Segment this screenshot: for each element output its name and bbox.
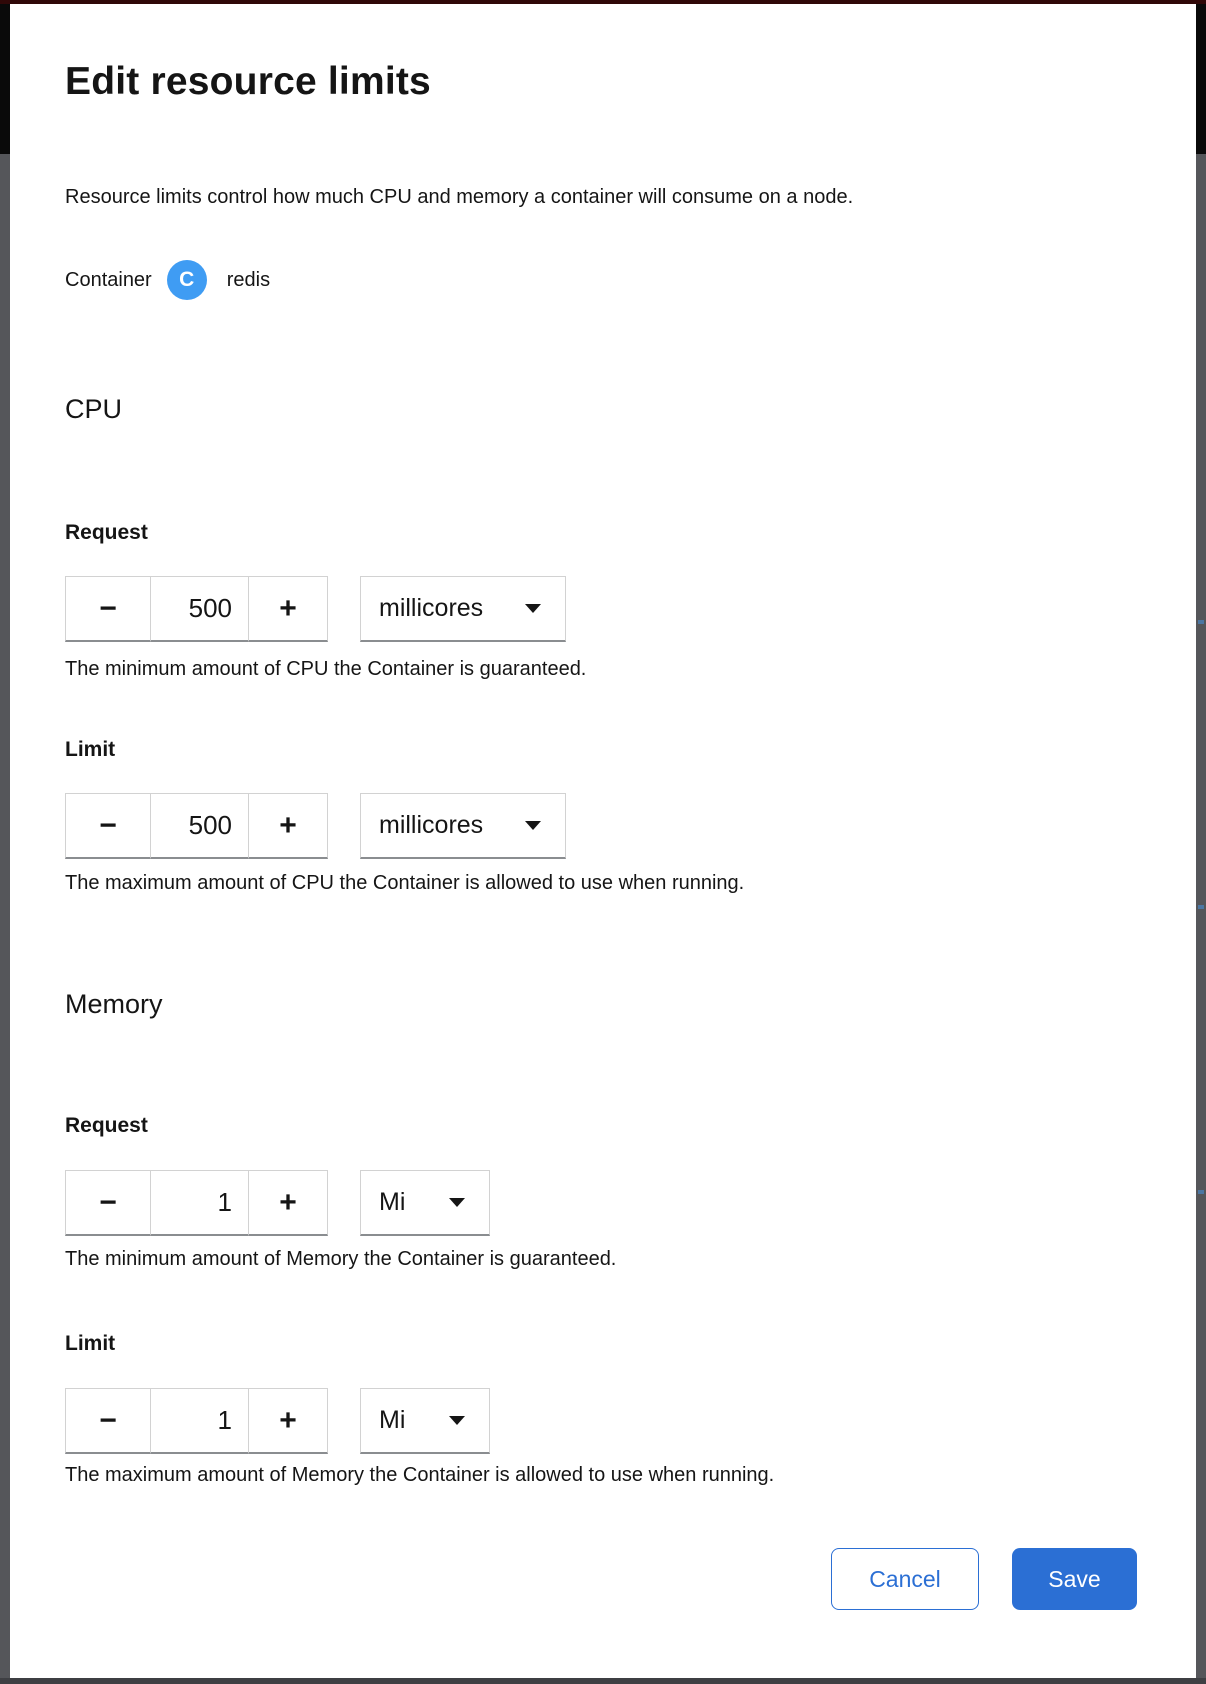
cpu-request-controls xyxy=(65,576,566,642)
cpu-limit-value-input[interactable] xyxy=(150,793,248,859)
masthead-shadow xyxy=(0,4,10,154)
modal-description: Resource limits control how much CPU and memory a container will consume on a node. xyxy=(65,186,854,208)
minus-icon: − xyxy=(99,1185,117,1219)
memory-limit-label: Limit xyxy=(65,1332,116,1355)
memory-request-number-input xyxy=(65,1170,328,1236)
cpu-limit-number-input xyxy=(65,793,328,859)
cancel-button[interactable]: Cancel xyxy=(831,1548,979,1610)
unit-label: Mi xyxy=(379,1406,406,1434)
background-code-fragment xyxy=(1198,905,1204,909)
cpu-limit-controls xyxy=(65,793,566,859)
unit-label: Mi xyxy=(379,1188,406,1216)
modal-title: Edit resource limits xyxy=(65,60,431,103)
memory-limit-minus-button[interactable] xyxy=(65,1388,150,1454)
unit-label: millicores xyxy=(379,811,484,839)
memory-request-help-text: The minimum amount of Memory the Container is guaranteed. xyxy=(65,1248,617,1270)
cpu-request-minus-button[interactable] xyxy=(65,576,150,642)
cpu-request-help-text: The minimum amount of CPU the Container is guaranteed. xyxy=(65,658,587,680)
cpu-section-heading: CPU xyxy=(65,394,123,424)
cpu-limit-minus-button[interactable] xyxy=(65,793,150,859)
unit-label: millicores xyxy=(379,594,484,622)
memory-request-value-input[interactable] xyxy=(150,1170,248,1236)
backdrop-left-edge xyxy=(0,0,10,1684)
backdrop-right-edge xyxy=(1196,0,1206,1684)
save-button[interactable]: Save xyxy=(1012,1548,1137,1610)
edit-resource-limits-modal xyxy=(10,4,1196,1678)
memory-limit-unit-select[interactable] xyxy=(360,1388,490,1454)
cpu-limit-label: Limit xyxy=(65,738,116,761)
memory-limit-value-input[interactable] xyxy=(150,1388,248,1454)
masthead-edge xyxy=(0,0,1206,4)
caret-down-icon xyxy=(449,1416,465,1425)
cpu-request-value-input[interactable] xyxy=(150,576,248,642)
plus-icon: + xyxy=(279,1185,297,1219)
cpu-limit-help-text: The maximum amount of CPU the Container is allowed to use when running. xyxy=(65,872,745,894)
cpu-limit-plus-button[interactable] xyxy=(248,793,328,859)
container-label: Container xyxy=(65,268,152,291)
background-code-fragment xyxy=(1198,1190,1204,1194)
modal-footer xyxy=(831,1548,1137,1610)
memory-request-minus-button[interactable] xyxy=(65,1170,150,1236)
caret-down-icon xyxy=(525,604,541,613)
memory-limit-controls xyxy=(65,1388,490,1454)
memory-limit-help-text: The maximum amount of Memory the Container is allowed to use when running. xyxy=(65,1464,775,1486)
background-code-fragment xyxy=(1198,620,1204,624)
cpu-request-label: Request xyxy=(65,521,148,544)
memory-limit-plus-button[interactable] xyxy=(248,1388,328,1454)
plus-icon: + xyxy=(279,591,297,625)
cpu-request-unit-select[interactable] xyxy=(360,576,566,642)
minus-icon: − xyxy=(99,591,117,625)
memory-section-heading: Memory xyxy=(65,989,163,1019)
container-name: redis xyxy=(226,268,271,291)
container-row xyxy=(65,260,270,300)
memory-request-plus-button[interactable] xyxy=(248,1170,328,1236)
minus-icon: − xyxy=(99,808,117,842)
plus-icon: + xyxy=(279,1403,297,1437)
caret-down-icon xyxy=(525,821,541,830)
minus-icon: − xyxy=(99,1403,117,1437)
memory-request-unit-select[interactable] xyxy=(360,1170,490,1236)
memory-request-controls xyxy=(65,1170,490,1236)
caret-down-icon xyxy=(449,1198,465,1207)
memory-request-label: Request xyxy=(65,1114,148,1137)
masthead-shadow xyxy=(1196,4,1206,154)
cpu-limit-unit-select[interactable] xyxy=(360,793,566,859)
memory-limit-number-input xyxy=(65,1388,328,1454)
plus-icon: + xyxy=(279,808,297,842)
cpu-request-number-input xyxy=(65,576,328,642)
backdrop-bottom-edge xyxy=(0,1678,1206,1684)
cpu-request-plus-button[interactable] xyxy=(248,576,328,642)
container-badge-icon: C xyxy=(167,260,207,300)
